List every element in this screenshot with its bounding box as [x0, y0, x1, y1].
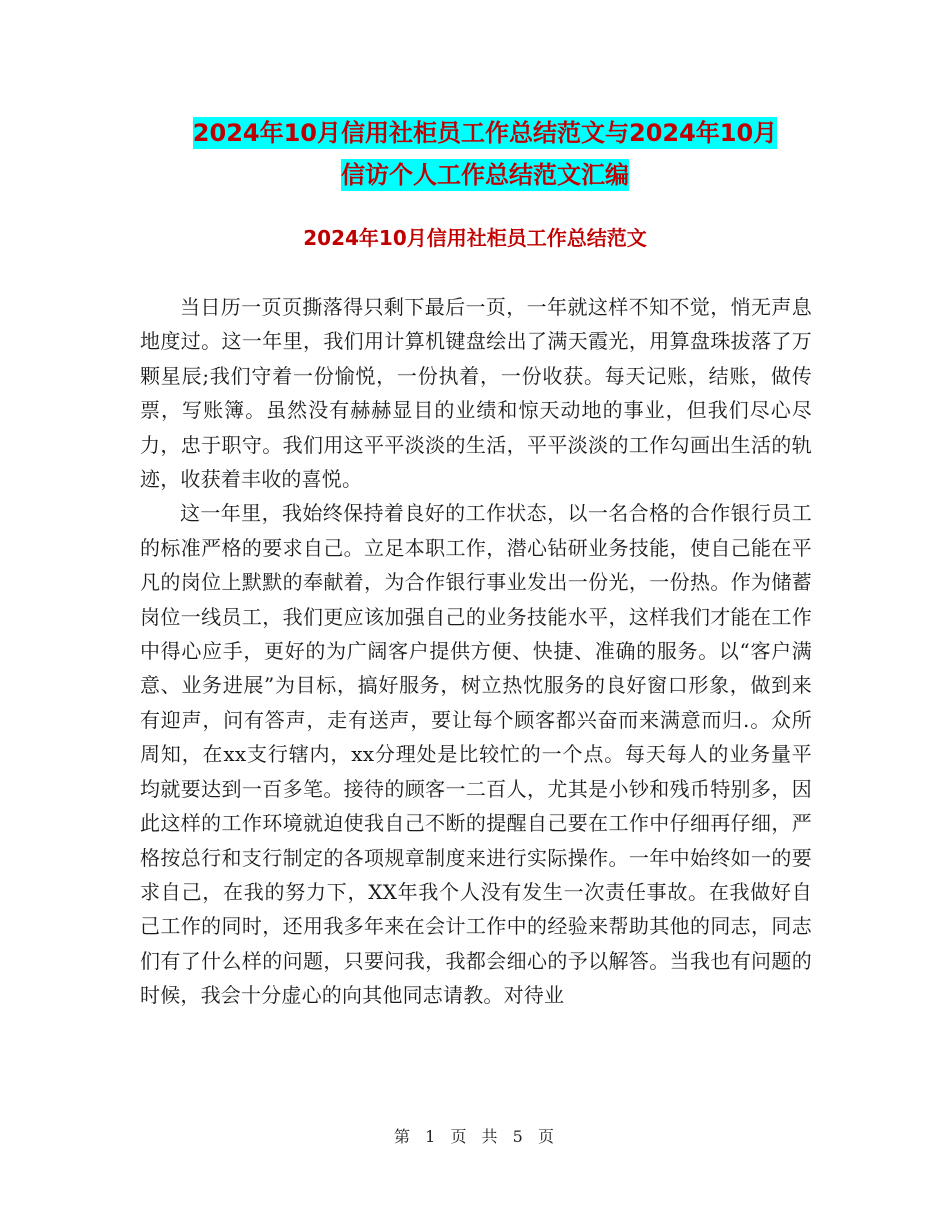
footer-total-pages: 5: [512, 1127, 525, 1146]
footer-suffix: 页: [537, 1127, 556, 1146]
footer-prefix: 第: [394, 1127, 413, 1146]
document-title-line2: 信访个人工作总结范文汇编: [341, 161, 629, 189]
page-footer: [0, 1124, 950, 1147]
paragraph-2: 这一年里，我始终保持着良好的工作状态，以一名合格的合作银行员工的标准严格的要求自己。立足本职工作，潜心钻研业务技能，使自己能在平凡的岗位上默默的奉献着，为合作银行事业发出一份光，一份热。作为储蓄岗位一线员工，我们更应该加强自己的业务技能水平，这样我们才能在工作中得心应手，更好的为广阔客户提供方便、快捷、准确的服务。以“客户满意、业务进展”为目标，搞好服务，树立热忱服务的良好窗口形象，做到来有迎声，问有答声，走有送声，要让每个顾客都兴奋而来满意而归.。众所周知，在xx支行辖内，xx分理处是比较忙的一个点。每天每人的业务量平均就要达到一百多笔。接待的顾客一二百人，尤其是小钞和残币特别多，因此这样的工作环境就迫使我自己不断的提醒自己要在工作中仔细再仔细，严格按总行和支行制定的各项规章制度来进行实际操作。一年中始终如一的要求自己，在我的努力下，XX年我个人没有发生一次责任事故。在我做好自己工作的同时，还用我多年来在会计工作中的经验来帮助其他的同志，同志们有了什么样的问题，只要问我，我都会细心的予以解答。当我也有问题的时候，我会十分虚心的向其他同志请教。对待业: [140, 501, 812, 1008]
paragraph-1: 当日历一页页撕落得只剩下最后一页，一年就这样不知不觉，悄无声息地度过。这一年里，我们用计算机键盘绘出了满天霞光，用算盘珠拔落了万颗星辰;我们守着一份愉悦，一份执着，一份收获。每天记账，结账，做传票，写账簿。虽然没有赫赫显目的业绩和惊天动地的事业，但我们尽心尽力，忠于职守。我们用这平平淡淡的生活，平平淡淡的工作勾画出生活的轨迹，收获着丰收的喜悦。: [140, 295, 812, 492]
section-heading: 2024年10月信用社柜员工作总结范文: [303, 226, 647, 250]
document-title: [140, 112, 830, 196]
document-body: [140, 290, 812, 1013]
document-title-line1: 2024年10月信用社柜员工作总结范文与2024年10月: [192, 119, 778, 147]
footer-total-word: 共: [481, 1127, 500, 1146]
footer-page-word: 页: [450, 1127, 469, 1146]
footer-current-page: 1: [425, 1127, 438, 1146]
